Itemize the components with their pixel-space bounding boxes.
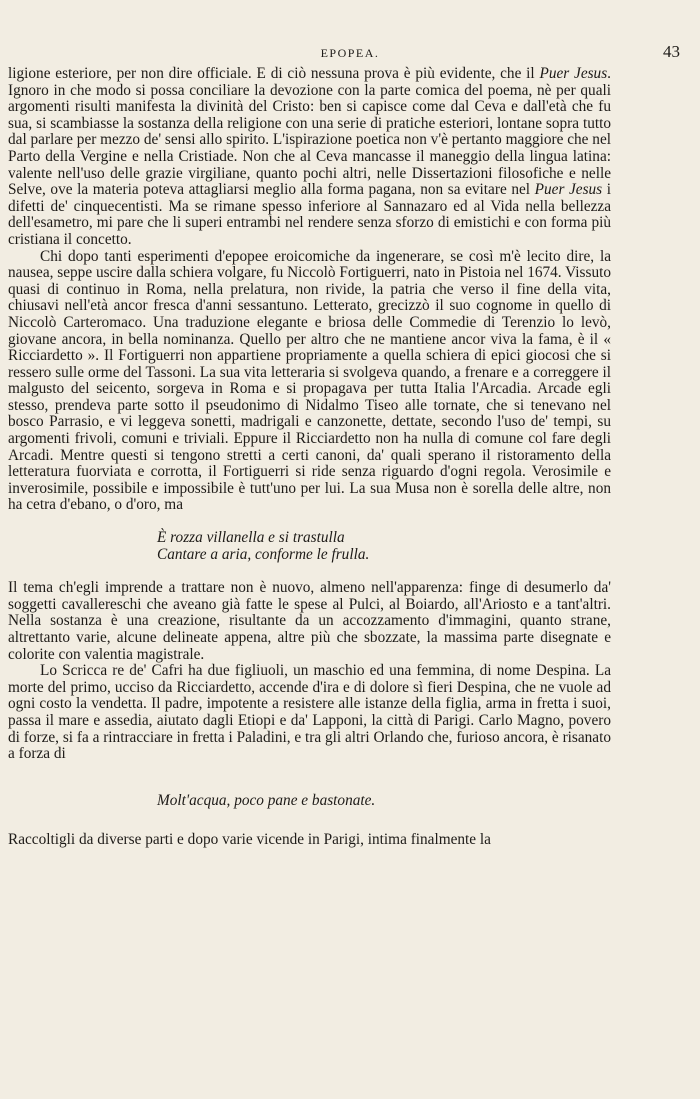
running-title: EPOPEA. (320, 46, 380, 60)
verse-quotation-1 (157, 530, 611, 563)
italic-title: Puer Jesus (539, 65, 608, 82)
paragraph-scricca: Lo Scricca re de' Cafri ha due figliuoli, un maschio ed una femmina, di nome Despina. La morte del primo, ucciso da Ricciardetto, accende d'ira e di dolore sì fieri Despina, che ne vuole ad ogni costo la vendetta. Il padre, impotente a resistere alle istanze della figlia, arma in fretta i suoi, passa il mare e assedia, aiutato dagli Etiopi e da' Lapponi, la città di Parigi. Carlo Magno, povero di forze, si fa a rintracciare in fretta i Paladini, e tra gli altri Orlando che, furioso ancora, è risanato a forza di (8, 662, 611, 763)
verse-quotation-2 (157, 793, 611, 810)
verse-line-2: Cantare a aria, conforme le frulla. (157, 545, 370, 563)
body-text (8, 66, 611, 849)
paragraph-ceva: ligione esteriore, per non dire officiale. E di ciò nessuna prova è più evidente, che il Puer Jesus. Ignoro in che modo si possa conciliare la devozione con la parte comica del poema, nè per quali argomenti risulti manifesta la divinità del Cristo: ben si capisce come dal Ceva e dall'età che fu sua, si scambiasse la sostanza della religione con una serie di pratiche esteriori, lontane sopra tutto dal parlare per mezzo de' sensi allo spirito. L'ispirazione poetica non v'è pertanto maggiore che nel Parto della Vergine e nella Cristiade. Non che al Ceva mancasse il maneggio della lingua latina: valente nell'uso delle grazie virgiliane, quanto pochi altri, nelle Dissertazioni filosofiche e nelle Selve, ove la materia poteva attagliarsi meglio alla forma pagana, non sa evitare nel Puer Jesus i difetti de' cinquecentisti. Ma se rimane spesso inferiore al Sannazaro ed al Vida nella bellezza dell'esametro, mi pare che li superi entrambi nel rendere senza sforzo di emistichi e con forma più cristiana il concetto. (8, 65, 612, 248)
paragraph-fortiguerri: Chi dopo tanti esperimenti d'epopee eroicomiche da ingenerare, se così m'è lecito dire, la nausea, seppe uscire dalla schiera volgare, fu Niccolò Fortiguerri, nato in Pistoia nel 1674. Vissuto quasi di continuo in Roma, nella prelatura, non rivide, la patria che verso il fine della vita, chiusavi nell'età ancor fresca d'anni sessantuno. Letterato, grecizzò il suo cognome in quello di Niccolò Carteromaco. Una traduzione elegante e briosa delle Commedie di Terenzio lo levò, giovane ancora, in bella nominanza. Quello per altro che ne mantiene ancor viva la fama, è il « Ricciardetto ». Il Fortiguerri non appartiene propriamente a quella schiera di epici giocosi che si ressero sulle orme del Tassoni. La sua vita letteraria si svolgeva quando, a frenare e a correggere il malgusto del seicento, sorgeva in Roma e si propagava per tutta Italia l'Arcadia. Arcade egli stesso, prendeva parte sotto il pseudonimo di Nidalmo Tiseo alle tornate, che si tenevano nel bosco Parrasio, e vi leggeva sonetti, madrigali e canzonette, dettate, secondo l'uso de' tempi, su argomenti frivoli, comuni e triviali. Eppure il Ricciardetto non ha nulla di comune col fare degli Arcadi. Mentre questi si tengono stretti a certi canoni, da' quali sperano il ristoramento della letteratura fuorviata e corrotta, il Fortiguerri si ride senza riguardo d'ogni regola. Verosimile e inverosimile, possibile e impossibile è tutt'uno per lui. La sua Musa non è sorella delle altre, non ha cetra d'ebano, o d'oro, ma (8, 247, 611, 514)
italic-title: Puer Jesus (534, 181, 603, 199)
paragraph-raccoltigli: Raccoltigli da diverse parti e dopo varie vicende in Parigi, intima finalmente la (8, 831, 491, 849)
verse-line-1: È rozza villanella e si trastulla (157, 529, 345, 547)
running-head (8, 40, 692, 64)
paragraph-tema: Il tema ch'egli imprende a trattare non è nuovo, almeno nell'apparenza: finge di desumerlo da' soggetti cavallereschi che aveano già fatte le spese al Pulci, al Boiardo, all'Ariosto e a tant'altri. Nella sostanza è una creazione, risultante da un accozzamento d'immagini, quanto strane, altrettanto varie, alcune delineate appena, altre più che sbozzate, la massima parte disegnate e colorite con valentia magistrale. (8, 579, 611, 663)
verse-line-3: Molt'acqua, poco pane e bastonate. (157, 791, 376, 809)
page-number: 43 (663, 42, 680, 61)
